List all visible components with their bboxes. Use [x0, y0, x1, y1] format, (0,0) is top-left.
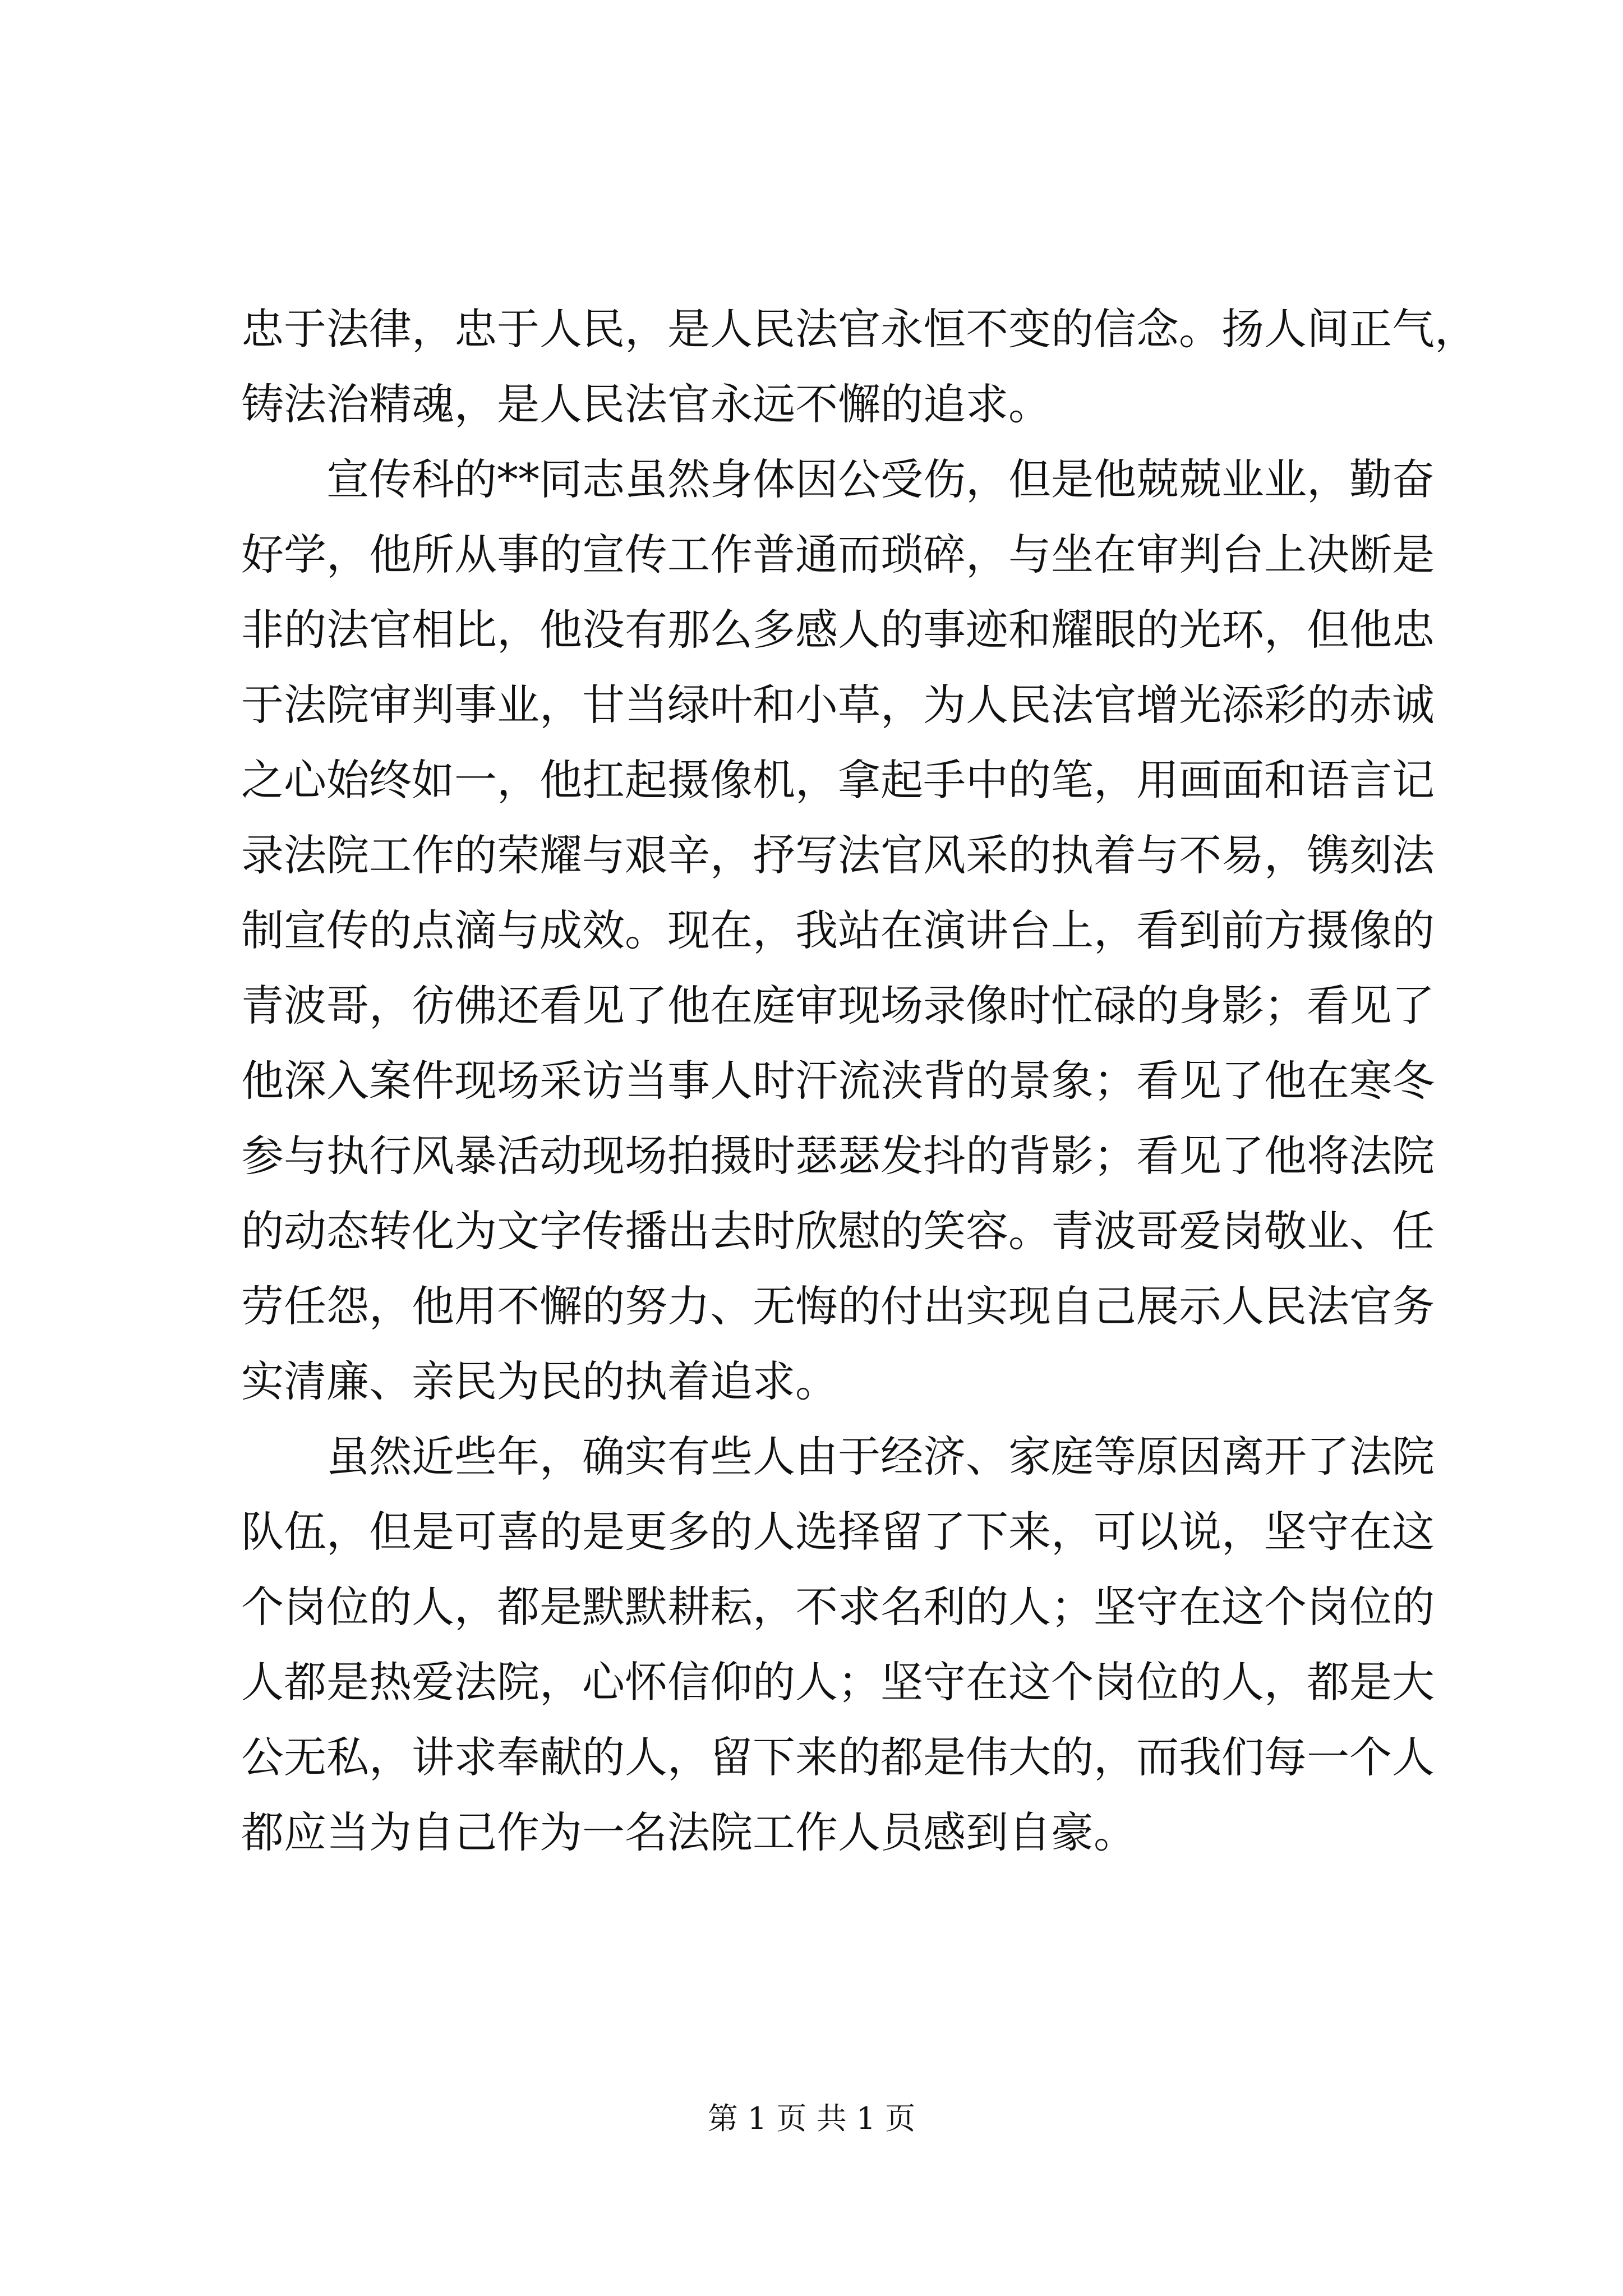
- page-number-footer: 第 1 页 共 1 页: [707, 2101, 916, 2136]
- text-line: 劳任怨，他用不懈的努力、无悔的付出实现自己展示人民法官务: [241, 1281, 1435, 1331]
- text-line: 忠于法律，忠于人民，是人民法官永恒不变的信念。扬人间正气，: [241, 304, 1477, 354]
- text-line: 都应当为自己作为一名法院工作人员感到自豪。: [241, 1807, 1136, 1857]
- text-line: 个岗位的人，都是默默耕耘，不求名利的人；坚守在这个岗位的: [241, 1582, 1435, 1632]
- text-line: 的动态转化为文字传播出去时欣慰的笑容。青波哥爱岗敬业、任: [241, 1206, 1435, 1256]
- text-line: 参与执行风暴活动现场拍摄时瑟瑟发抖的背影；看见了他将法院: [241, 1131, 1435, 1181]
- text-line: 铸法治精魂，是人民法官永远不懈的追求。: [241, 379, 1051, 429]
- text-line: 他深入案件现场采访当事人时汗流浃背的景象；看见了他在寒冬: [241, 1056, 1435, 1106]
- document-body: [241, 292, 1477, 1870]
- text-line: 非的法官相比，他没有那么多感人的事迹和耀眼的光环，但他忠: [241, 605, 1435, 655]
- text-line: 实清廉、亲民为民的执着追求。: [241, 1356, 838, 1406]
- text-line: 人都是热爱法院，心怀信仰的人；坚守在这个岗位的人，都是大: [241, 1657, 1435, 1707]
- text-line: 队伍，但是可喜的是更多的人选择留了下来，可以说，坚守在这: [241, 1507, 1435, 1557]
- text-line: 公无私，讲求奉献的人，留下来的都是伟大的，而我们每一个人: [241, 1732, 1435, 1782]
- text-line: 于法院审判事业，甘当绿叶和小草，为人民法官增光添彩的赤诚: [241, 680, 1435, 730]
- text-line: 青波哥，彷佛还看见了他在庭审现场录像时忙碌的身影；看见了: [241, 981, 1435, 1030]
- text-line: 好学，他所从事的宣传工作普通而琐碎，与坐在审判台上决断是: [241, 530, 1435, 579]
- text-line: 录法院工作的荣耀与艰辛，抒写法官风采的执着与不易，镌刻法: [241, 830, 1435, 880]
- text-line: 制宣传的点滴与成效。现在，我站在演讲台上，看到前方摄像的: [241, 905, 1435, 955]
- text-line: 虽然近些年，确实有些人由于经济、家庭等原因离开了法院: [241, 1432, 1435, 1481]
- text-line: 宣传科的**同志虽然身体因公受伤，但是他兢兢业业，勤奋: [241, 454, 1435, 504]
- text-line: 之心始终如一，他扛起摄像机，拿起手中的笔，用画面和语言记: [241, 755, 1435, 805]
